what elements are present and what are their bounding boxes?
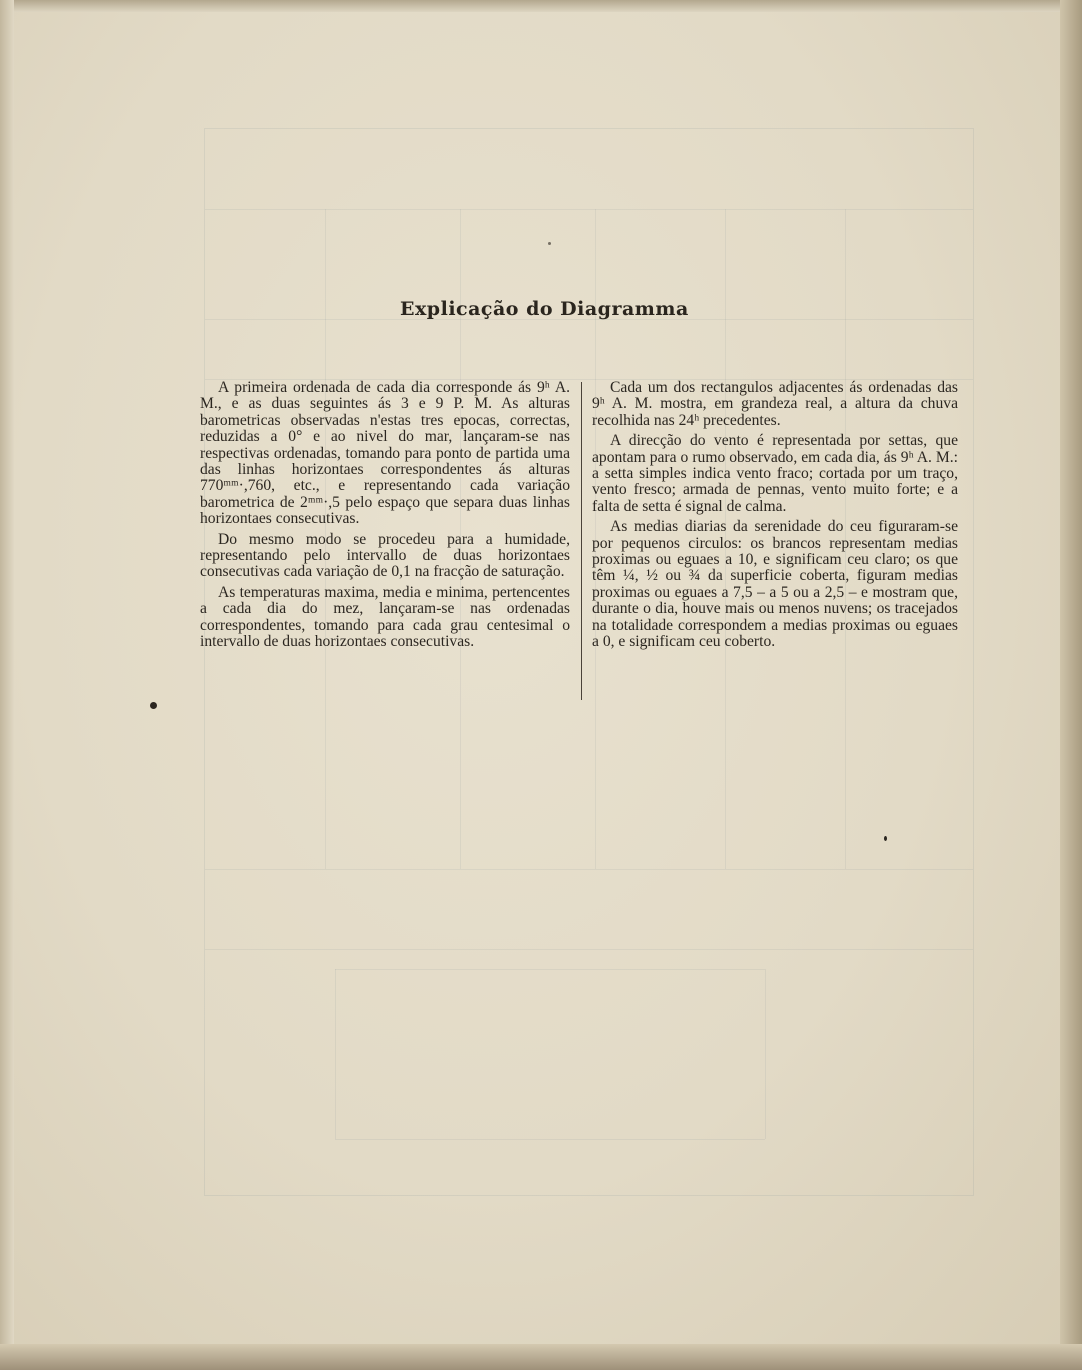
ink-speck [548,242,551,245]
show-through-table [204,128,974,1196]
ink-speck [150,702,157,709]
page-edge-top [0,0,1082,12]
paragraph: Do mesmo modo se procedeu para a humidade, representando pelo intervallo de duas horizontaes consecutivas cada variação de 0,1 na fracção de saturação. [200,530,570,581]
paragraph: Cada um dos rectangulos adjacentes ás ordenadas das 9ʰ A. M. mostra, em grandeza real, a altura da chuva recolhida nas 24ʰ precedentes. [592,379,958,429]
ink-speck [884,836,887,841]
page-title: Explicação do Diagramma [400,298,689,320]
column-divider [581,382,582,700]
page-edge-bottom [0,1344,1082,1370]
paragraph: As medias diarias da serenidade do ceu figuraram-se por pequenos circulos: os brancos representam medias proximas ou eguaes a 10, e significam ceu claro; os que têm ¼, ½ ou ¾ da superficie coberta, figuram medias proximas ou eguaes a 7,5 – a 5 ou a 2,5 – e mostram que, durante o dia, houve mais ou menos nuvens; os tracejados na totalidade correspondem a medias proximas ou eguaes a 0, e significam ceu coberto. [592,518,958,651]
left-column [200,380,570,655]
paragraph: As temperaturas maxima, media e minima, pertencentes a cada dia do mez, lançaram-se nas ordenadas correspondentes, tomando para cada grau centesimal o intervallo de duas horizontaes consecutivas. [200,583,570,651]
paragraph: A direcção do vento é representada por settas, que apontam para o rumo observado, em cada dia, ás 9ʰ A. M.: a setta simples indica vento fraco; cortada por um traço, vento fresco; armada de pennas, vento muito forte; e a falta de setta é signal de calma. [592,432,958,515]
paragraph: A primeira ordenada de cada dia corresponde ás 9ʰ A. M., e as duas seguintes ás 3 e 9 P. M. As alturas barometricas observadas n'estas tres epocas, correctas, reduzidas a 0° e ao nivel do mar, lançaram-se nas respectivas ordenadas, tomando para ponto de partida uma das linhas horizontaes correspondentes ás alturas 770ᵐᵐ·,760, etc., e representando cada variação barometrica de 2ᵐᵐ·,5 pelo espaço que separa duas linhas horizontaes consecutivas. [200,379,570,528]
page-edge-left [0,0,14,1370]
right-column [592,380,958,655]
page-edge-right [1060,0,1082,1370]
